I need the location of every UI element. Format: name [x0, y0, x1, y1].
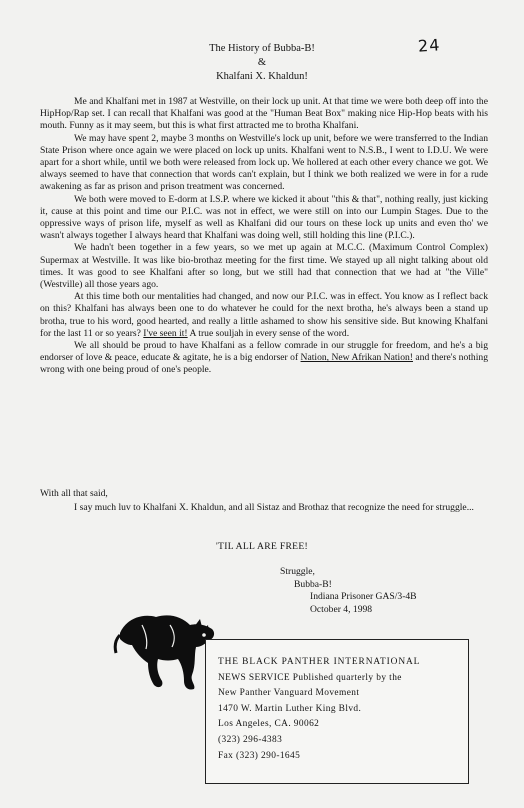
paragraph-1: Me and Khalfani met in 1987 at Westville, on their lock up unit. At that time we were both deep off into the HipHop/Rap set. I can recall that Khalfani was good at the "Human Beat Box" making nice Hip-Hop beats with his mouth. Funny as it may seem, but this is what first attracted me to brotha Khalfani.: [40, 96, 488, 132]
closing-block: [40, 488, 488, 514]
notice-line-3: New Panther Vanguard Movement: [218, 688, 360, 699]
closing-luv: I say much luv to Khalfani X. Khaldun, and all Sistaz and Brothaz that recognize the need for struggle...: [74, 502, 474, 514]
publisher-notice-text: [218, 655, 463, 764]
til-all-are-free: 'TIL ALL ARE FREE!: [216, 541, 308, 552]
signature-date: October 4, 1998: [310, 603, 373, 615]
document-subject: Khalfani X. Khaldun!: [216, 71, 308, 82]
notice-line-7: Fax (323) 290-1645: [218, 750, 301, 761]
underlined-phrase-nation: Nation, New Afrikan Nation!: [300, 352, 413, 364]
paragraph-4: We hadn't been together in a few years, so we met up again at M.C.C. (Maximum Control Complex) Supermax at Westville. It was like bio-brothaz meeting for the first time. We stayed up all night talking about old times. It was good to see Khalfani after so long, but we still had that connection that we had at "the Ville" (Westville) all those years ago.: [40, 242, 488, 291]
paragraph-6-end: and there's nothing wrong with one being proud of one's people.: [40, 352, 488, 376]
black-panther-icon: [112, 595, 220, 695]
notice-line-5: Los Angeles, CA. 90062: [218, 719, 320, 730]
publisher-notice-box: [205, 639, 469, 784]
underlined-phrase-seen-it: I've seen it!: [143, 327, 188, 339]
paragraph-3: We both were moved to E-dorm at I.S.P. where we kicked it about "this & that", nothing really, just kicking it, cause at this point and time our P.I.C. was not in effect, we were still on into our Lumpin Stages. Due to the oppressive ways of prison life, myself as well as Khalfani did our tours on these lock up units and even tho' we wasn't always together I always heard that Khalfani was doing well, still holding this line (P.I.C.).: [40, 193, 488, 242]
paragraph-5-end: A true souljah in every sense of the word.: [187, 327, 350, 339]
paragraph-6: [40, 340, 488, 377]
signature-struggle: Struggle,: [280, 566, 315, 577]
notice-line-4: 1470 W. Martin Luther King Blvd.: [218, 703, 362, 714]
paragraph-5-text: At this time both our mentalities had changed, and now our P.I.C. was in effect. You know as I reflect back on this? Khalfani has always been one to do whatever he could for the next brotha, he's always been a stand up brotha, true to his word, good hearted, and really a little ashamed to show his sensitive side. But knowing Khalfani for the last 11 or so years?: [40, 291, 488, 339]
paragraph-2: We may have spent 2, maybe 3 months on Westville's lock up unit, before we were transferred to the Indian State Prison where once again we were placed on lock up units. Khalfani went to N.S.B., I went to I.D.U. We were apart for a short while, until we both were released from lock up. We hollered at each other every chance we got. We always seemed to have that connection that words can't explain, but I think we both realized we were in for a rude awakening as far as prison and prison treatment was concerned.: [40, 132, 488, 193]
title-block: [0, 42, 524, 84]
document-title: The History of Bubba-B!: [209, 43, 315, 54]
signature-prisoner-id: Indiana Prisoner GAS/3-4B: [310, 591, 417, 603]
signature-block: [280, 566, 417, 616]
notice-line-2: NEWS SERVICE Published quarterly by the: [218, 672, 402, 683]
closing-with-all: With all that said,: [40, 488, 108, 499]
notice-line-6: (323) 296-4383: [218, 734, 283, 745]
handwritten-page-number: 24: [417, 35, 441, 56]
title-ampersand: &: [257, 57, 267, 68]
notice-line-1: THE BLACK PANTHER INTERNATIONAL: [218, 657, 421, 667]
paragraph-5: [40, 291, 488, 340]
signature-name: Bubba-B!: [294, 578, 332, 590]
paragraph-6-text: We all should be proud to have Khalfani as a fellow comrade in our struggle for freedom, and he's a big endorser of love & peace, educate & agitate, he is a big endorser of: [40, 340, 488, 364]
letter-body: [40, 96, 488, 377]
